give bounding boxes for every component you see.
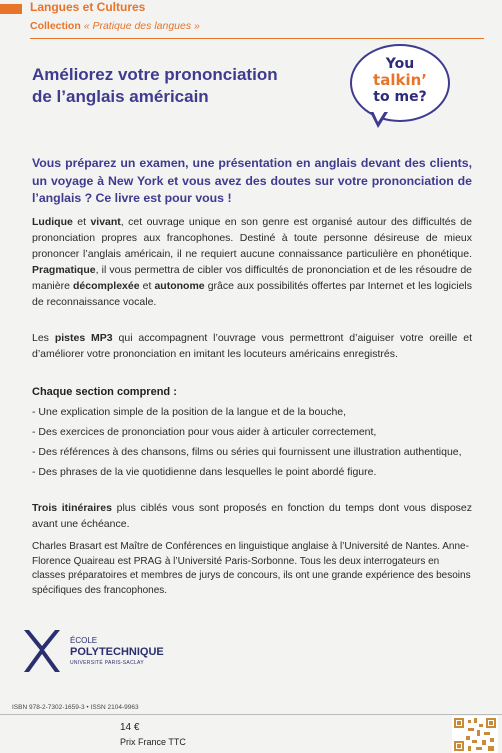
- collection-name: « Pratique des langues »: [83, 20, 200, 32]
- title-line-2: de l’anglais américain: [32, 87, 209, 106]
- keyword: Pragmatique: [32, 264, 96, 276]
- collection-line: [30, 20, 200, 32]
- itineraries-paragraph: [32, 500, 472, 532]
- keyword: décomplexée: [73, 280, 140, 292]
- text-run: , il vous permettra de cibler vos difficultés de prononciation et de les résoudre de manière: [32, 264, 472, 292]
- list-item: - Des phrases de la vie quotidienne dans lesquelles le point abordé figure.: [32, 466, 377, 478]
- list-item: - Une explication simple de la position de la langue et de la bouche,: [32, 406, 347, 418]
- series-name: Langues et Cultures: [30, 0, 146, 14]
- text-run: plus ciblés vous sont proposés en fonction du temps dont vous disposez avant une échéance.: [32, 502, 472, 530]
- logo-line-3: UNIVERSITÉ PARIS-SACLAY: [70, 660, 144, 666]
- text-run: , cet ouvrage unique en son genre est organisé autour des difficultés de prononciation propres aux francophones. Destiné à toute personne désireuse de mieux prononcer l’anglais américain, il ne requiert aucune connaissance particulière en phonétique.: [32, 216, 472, 260]
- section-heading: Chaque section comprend :: [32, 386, 177, 398]
- authors-bio: Charles Brasart est Maître de Conférences en linguistique anglaise à l’Université de Nantes. Anne-Florence Quaireau est PRAG à l’Université Paris-Sorbonne. Tous les deux interrogateurs en classes préparatoires et membres de jurys de concours, ils ont une grande expérience des besoins spécifiques des francophones.: [32, 541, 471, 596]
- keyword: vivant: [90, 216, 121, 228]
- ecole-polytechnique-logo-icon: [20, 628, 64, 676]
- keyword: Trois itinéraires: [32, 502, 112, 514]
- collection-prefix: Collection: [30, 20, 81, 32]
- keyword: pistes MP3: [54, 332, 113, 344]
- description-paragraph: [32, 214, 472, 310]
- series-marker: [0, 4, 22, 14]
- speech-bubble: [350, 44, 450, 122]
- text-run: et: [72, 216, 91, 228]
- text-run: et: [139, 280, 155, 292]
- text-run: qui accompagnent l’ouvrage vous permettront d’aiguiser votre oreille et d’améliorer votre prononciation en imitant les locuteurs américains enregistrés.: [32, 332, 472, 360]
- footer-divider: [0, 714, 502, 715]
- keyword: Ludique: [32, 216, 73, 228]
- section-list: [32, 404, 472, 484]
- title-line-1: Améliorez votre prononciation: [32, 65, 278, 84]
- bubble-line-1: You: [385, 56, 415, 72]
- isbn: ISBN 978-2-7302-1659-3 • ISSN 2104-9963: [12, 704, 139, 711]
- bubble-line-3: to me?: [373, 89, 427, 105]
- keyword: autonome: [154, 280, 205, 292]
- price-label: Prix France TTC: [120, 737, 186, 747]
- logo-line-1: ÉCOLE: [70, 636, 98, 645]
- text-run: grâce aux possibilités offertes par Internet et les logiciels de reconnaissance vocale.: [32, 280, 472, 308]
- qr-code-icon: [452, 716, 498, 753]
- logo-line-2: POLYTECHNIQUE: [70, 646, 164, 658]
- list-item: - Des exercices de prononciation pour vous aider à articuler correctement,: [32, 426, 377, 438]
- book-title: [32, 64, 312, 108]
- mp3-paragraph: [32, 330, 472, 362]
- logo-text: [70, 636, 164, 668]
- header-divider: [30, 38, 484, 39]
- bubble-line-2: talkin’: [373, 71, 427, 89]
- intro-paragraph: Vous préparez un examen, une présentation en anglais devant des clients, un voyage à New York et vous avez des doutes sur votre prononciation de l’anglais ? Ce livre est pour vous !: [32, 156, 472, 205]
- price: 14 €: [120, 722, 140, 733]
- list-item: - Des références à des chansons, films ou séries qui fournissent une illustration authentique,: [32, 446, 462, 458]
- speech-bubble-tail-inner: [373, 111, 385, 122]
- text-run: Les: [32, 332, 55, 344]
